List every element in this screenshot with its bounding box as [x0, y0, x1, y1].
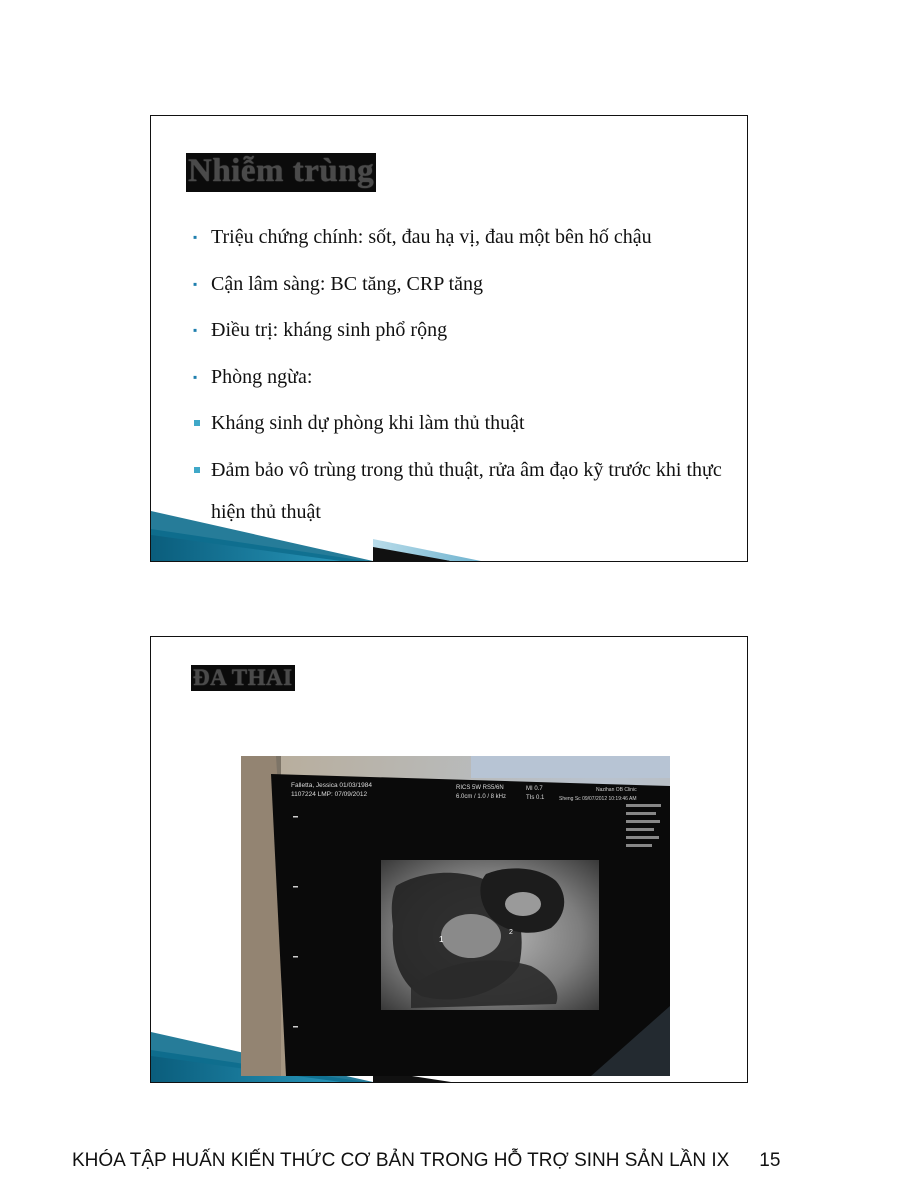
bullet-text: Kháng sinh dự phòng khi làm thủ thuật	[211, 412, 525, 435]
page-footer	[72, 1150, 780, 1172]
bullet-dot-icon: ▪	[193, 369, 198, 384]
bullet-text: Phòng ngừa:	[211, 365, 313, 388]
bullet-item	[187, 263, 727, 305]
slide-multiple-pregnancy	[150, 636, 748, 1083]
depth-text: 6.0cm / 1.0 / 8 kHz	[456, 794, 507, 800]
bullet-text: Điều trị: kháng sinh phổ rộng	[211, 319, 448, 342]
clinic-text: Nazihan OB Clinic	[596, 787, 637, 793]
bullet-item	[187, 356, 727, 398]
square-bullet-icon	[194, 420, 200, 426]
sac-label-1: 1	[439, 935, 444, 944]
bullet-dot-icon: ▪	[193, 230, 198, 244]
probe-text: RICS 5W RS5/6N	[456, 785, 504, 791]
bullet-dot-icon: ▪	[193, 276, 198, 291]
sub-bullet-item	[187, 449, 727, 533]
datetime-text: Sheng Sc 09/07/2012 10:19:46 AM	[559, 796, 637, 802]
bullet-item	[187, 309, 727, 351]
sub-bullet-item	[187, 402, 727, 444]
patient-name-text: Falletta, Jessica 01/03/1984	[291, 782, 372, 789]
bullet-text: Cận lâm sàng: BC tăng, CRP tăng	[211, 272, 484, 295]
bullet-text: Đảm bảo vô trùng trong thủ thuật, rửa âm đạo kỹ trước khi thực hiện thủ thuật	[211, 458, 722, 523]
bullet-text: Triệu chứng chính: sốt, đau hạ vị, đau một bên hố chậu	[211, 226, 652, 248]
footer-course-title: KHÓA TẬP HUẤN KIẾN THỨC CƠ BẢN TRONG HỖ TRỢ SINH SẢN LẦN IX	[72, 1150, 730, 1171]
slide-infection	[150, 115, 748, 562]
bullet-dot-icon: ▪	[193, 323, 198, 338]
patient-id-text: 1107224 LMP: 07/09/2012	[291, 791, 368, 798]
slide-title: Nhiễm trùng	[186, 153, 376, 192]
slide-title: ĐA THAI	[193, 665, 293, 690]
mi-text: MI 0.7	[526, 786, 543, 792]
ultrasound-printout-image	[241, 756, 670, 1076]
ultrasound-photo	[241, 756, 670, 1076]
bullet-list	[187, 216, 727, 538]
square-bullet-icon	[194, 467, 200, 473]
sac-label-2: 2	[509, 929, 513, 936]
page-number: 15	[759, 1150, 781, 1171]
tis-text: TIs 0.1	[526, 795, 545, 801]
bullet-item	[187, 216, 727, 258]
